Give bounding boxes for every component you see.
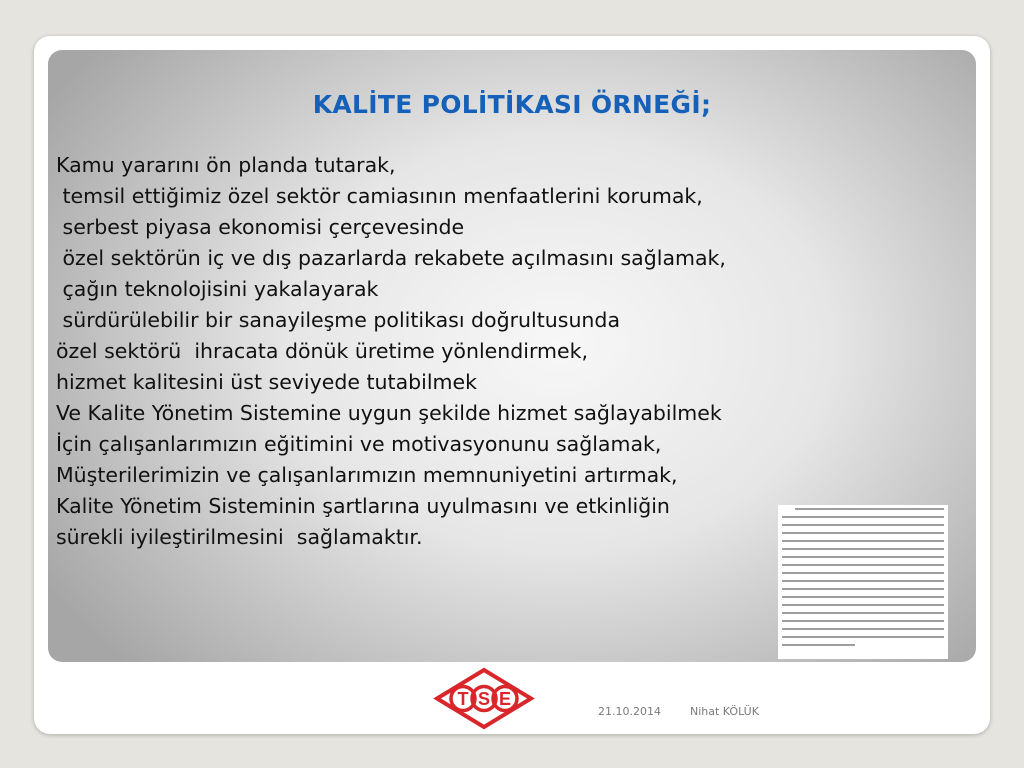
footer-author: Nihat KÖLÜK [690,705,759,718]
policy-line: temsil ettiğimiz özel sektör camiasının menfaatlerini korumak, [56,184,703,208]
policy-line: çağın teknolojisini yakalayarak [56,277,379,301]
document-thumbnail [778,505,948,659]
footer-date: 21.10.2014 [598,705,661,718]
tse-logo-s: S [477,689,491,709]
slide-title: KALİTE POLİTİKASI ÖRNEĞİ; [312,90,712,119]
policy-line: hizmet kalitesini üst seviyede tutabilmek [56,370,478,394]
tse-logo-e: E [498,689,512,709]
policy-line: sürdürülebilir bir sanayileşme politikası doğrultusunda [56,308,621,332]
policy-line: özel sektörü ihracata dönük üretime yönlendirmek, [56,339,589,363]
policy-text [56,150,726,553]
policy-line: İçin çalışanlarımızın eğitimini ve motivasyonunu sağlamak, [56,432,662,456]
policy-line: özel sektörün iç ve dış pazarlarda rekabete açılmasını sağlamak, [56,246,726,270]
policy-line: Müşterilerimizin ve çalışanlarımızın memnuniyetini artırmak, [56,463,678,487]
policy-line: Kamu yararını ön planda tutarak, [56,153,396,177]
policy-line: sürekli iyileştirilmesini sağlamaktır. [56,525,423,549]
tse-logo [431,667,537,730]
policy-line: Kalite Yönetim Sisteminin şartlarına uyulmasını ve etkinliğin [56,494,670,518]
policy-line: Ve Kalite Yönetim Sistemine uygun şekilde hizmet sağlayabilmek [56,401,722,425]
tse-logo-t: T [457,689,469,709]
policy-line: serbest piyasa ekonomisi çerçevesinde [56,215,465,239]
